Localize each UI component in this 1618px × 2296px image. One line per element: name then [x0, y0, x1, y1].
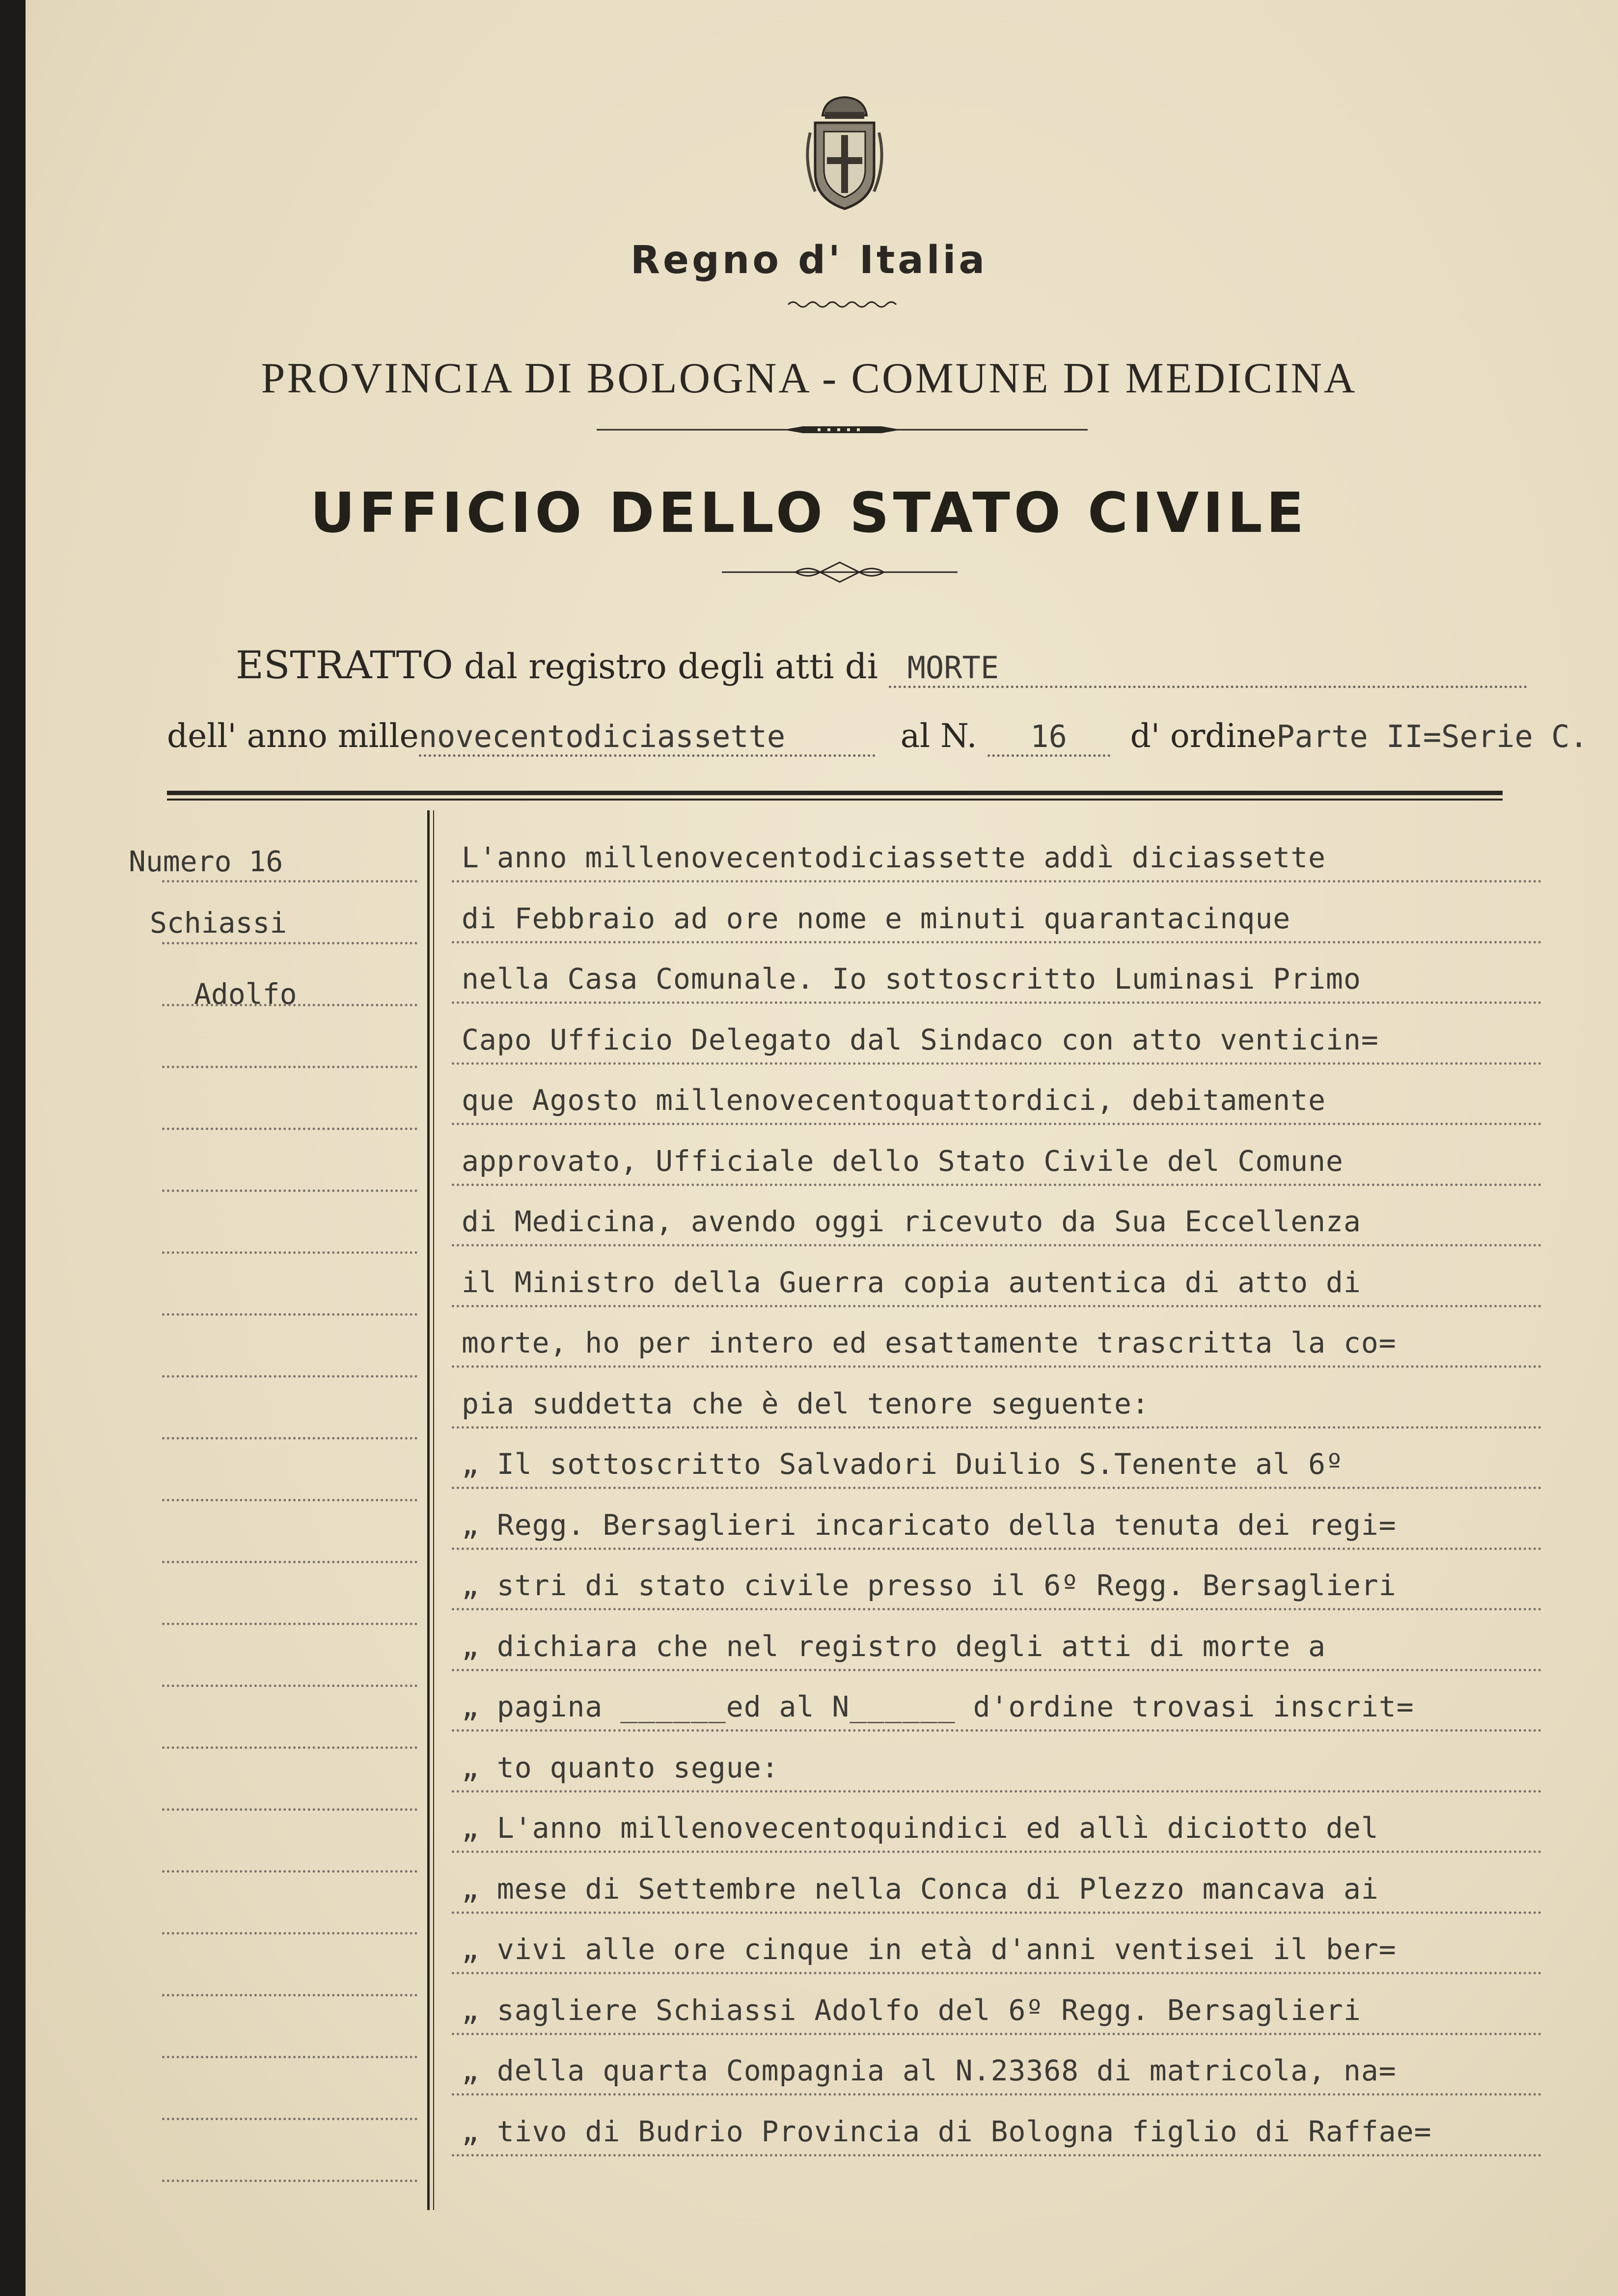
registry-label: dal registro degli atti di	[464, 646, 878, 687]
margin-ruled-line	[162, 1128, 417, 1130]
margin-ruled-line	[162, 1746, 417, 1749]
margin-ruled-line	[162, 1932, 417, 1935]
body-line-21: „ della quarta Compagnia al N.23368 di matricola, na=	[462, 2054, 1397, 2087]
body-ruled-line	[452, 1184, 1542, 1186]
body-line-14: „ dichiara che nel registro degli atti di morte a	[462, 1629, 1326, 1663]
column-divider	[427, 810, 430, 2210]
act-type-value: MORTE	[907, 650, 999, 686]
body-line-20: „ sagliere Schiassi Adolfo del 6º Regg. Bersaglieri	[462, 1993, 1361, 2027]
body-ruled-line	[452, 1426, 1542, 1429]
body-ruled-line	[452, 1608, 1542, 1610]
body-ruled-line	[452, 2154, 1542, 2157]
body-ruled-line	[452, 1911, 1542, 1914]
margin-ruled-line	[162, 2180, 417, 2182]
margin-ruled-line	[162, 1066, 417, 1068]
kingdom-heading: Regno d' Italia	[631, 238, 987, 282]
body-ruled-line	[452, 2093, 1542, 2096]
body-ruled-line	[452, 2033, 1542, 2035]
body-line-8: il Ministro della Guerra copia autentica di atto di	[462, 1265, 1361, 1299]
body-ruled-line	[452, 1365, 1542, 1368]
office-heading: UFFICIO DELLO STATO CIVILE	[310, 481, 1308, 545]
margin-ruled-line	[162, 1499, 417, 1501]
body-ruled-line	[452, 1548, 1542, 1550]
body-line-1: L'anno millenovecentodiciassette addì diciassette	[462, 841, 1326, 874]
body-ruled-line	[452, 1305, 1542, 1307]
margin-ruled-line	[162, 1313, 417, 1316]
body-ruled-line	[452, 1062, 1542, 1065]
body-line-11: „ Il sottoscritto Salvadori Duilio S.Tenente al 6º	[462, 1447, 1344, 1481]
body-line-18: „ mese di Settembre nella Conca di Plezzo mancava ai	[462, 1872, 1379, 1906]
act-type-field	[889, 650, 1527, 688]
coat-of-arms-emblem	[795, 88, 894, 216]
body-ruled-line	[452, 1487, 1542, 1489]
margin-ruled-line	[162, 1870, 417, 1873]
scan-border	[0, 0, 26, 2296]
decorative-squiggle	[786, 297, 904, 312]
body-line-16: „ to quanto segue:	[462, 1750, 779, 1784]
column-divider-thin	[433, 810, 434, 2210]
body-line-13: „ stri di stato civile presso il 6º Regg. Bersaglieri	[462, 1569, 1397, 1602]
decorative-rule	[597, 422, 1088, 437]
body-line-10: pia suddetta che è del tenore seguente:	[462, 1386, 1150, 1420]
header-rule	[167, 791, 1503, 801]
margin-ruled-line	[162, 2056, 417, 2058]
province-heading: PROVINCIA DI BOLOGNA - COMUNE DI MEDICINA	[261, 355, 1357, 402]
margin-ruled-line	[162, 1808, 417, 1811]
body-line-2: di Febbraio ad ore nome e minuti quarantacinque	[462, 901, 1291, 935]
extract-line	[236, 643, 1527, 688]
body-ruled-line	[452, 941, 1542, 943]
order-label: d' ordine	[1130, 717, 1277, 755]
body-ruled-line	[452, 1972, 1542, 1974]
number-label: al N.	[900, 717, 977, 755]
body-ruled-line	[452, 1851, 1542, 1853]
body-line-22: „ tivo di Budrio Provincia di Bologna figlio di Raffae=	[462, 2114, 1432, 2148]
body-line-5: que Agosto millenovecentoquattordici, debitamente	[462, 1083, 1326, 1117]
margin-ruled-line	[162, 1189, 417, 1192]
body-line-4: Capo Ufficio Delegato dal Sindaco con atto venticin=	[462, 1023, 1379, 1056]
margin-surname: Schiassi	[150, 906, 287, 940]
extract-label: ESTRATTO	[236, 643, 453, 688]
margin-ruled-line	[162, 1685, 417, 1687]
body-line-7: di Medicina, avendo oggi ricevuto da Sua Eccellenza	[462, 1205, 1361, 1238]
number-value: 16	[987, 719, 1110, 757]
year-label: dell' anno mille	[167, 717, 419, 755]
margin-given-name: Adolfo	[194, 977, 297, 1011]
margin-ruled-line	[162, 1623, 417, 1625]
body-line-9: morte, ho per intero ed esattamente trascritta la co=	[462, 1326, 1397, 1359]
body-ruled-line	[452, 1669, 1542, 1671]
body-line-3: nella Casa Comunale. Io sottoscritto Luminasi Primo	[462, 962, 1361, 996]
margin-ruled-line	[162, 1004, 417, 1006]
margin-ruled-line	[162, 942, 417, 944]
margin-ruled-line	[162, 1437, 417, 1439]
margin-ruled-line	[162, 1251, 417, 1254]
margin-ruled-line	[162, 1561, 417, 1563]
year-line	[167, 717, 1588, 757]
margin-ruled-line	[162, 2118, 417, 2120]
body-line-12: „ Regg. Bersaglieri incaricato della tenuta dei regi=	[462, 1508, 1397, 1542]
body-ruled-line	[452, 880, 1542, 883]
margin-ruled-line	[162, 1994, 417, 1996]
body-line-19: „ vivi alle ore cinque in età d'anni ventisei il ber=	[462, 1933, 1397, 1966]
year-value: novecentodiciassette	[419, 719, 876, 757]
margin-ruled-line	[162, 880, 417, 883]
body-ruled-line	[452, 1790, 1542, 1793]
body-ruled-line	[452, 1729, 1542, 1732]
body-ruled-line	[452, 1123, 1542, 1125]
margin-ruled-line	[162, 1375, 417, 1378]
margin-number: Numero 16	[129, 845, 283, 878]
body-line-15: „ pagina ______ed al N______ d'ordine trovasi inscrit=	[462, 1690, 1414, 1723]
body-ruled-line	[452, 1244, 1542, 1246]
body-line-6: approvato, Ufficiale dello Stato Civile del Comune	[462, 1144, 1344, 1178]
body-line-17: „ L'anno millenovecentoquindici ed allì diciotto del	[462, 1811, 1379, 1845]
decorative-ornament	[722, 560, 958, 584]
part-value: Parte II=Serie C.	[1276, 719, 1588, 754]
body-ruled-line	[452, 1001, 1542, 1004]
